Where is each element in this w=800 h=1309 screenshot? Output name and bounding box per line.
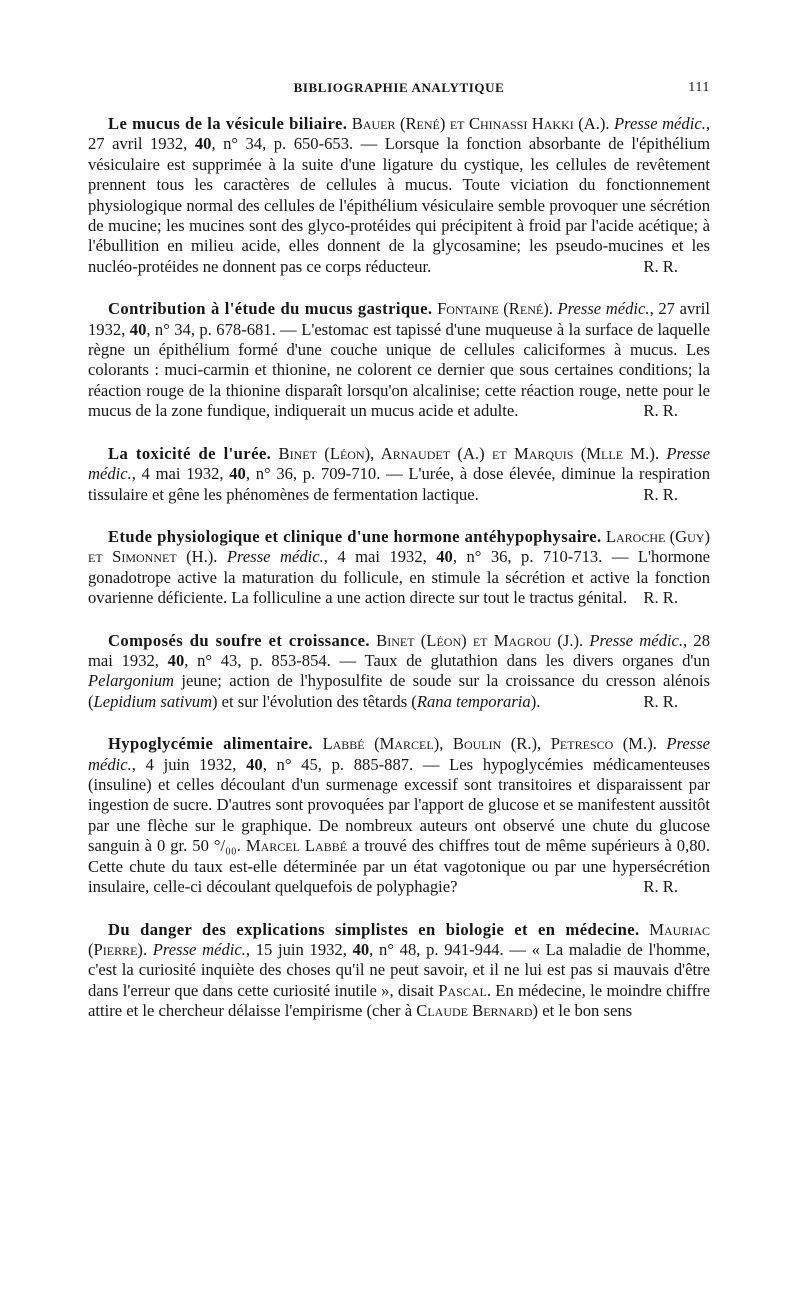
- ref-pages: , n° 36, p. 710-713.: [452, 547, 603, 567]
- article-entry: [88, 631, 710, 713]
- article-authors: Binet (Léon) et Magrou (J.).: [376, 630, 584, 650]
- article-title: Hypoglycémie alimentaire.: [108, 734, 313, 754]
- ref-date: , 4 mai 1932,: [323, 547, 437, 567]
- reviewer-signature: R. R.: [643, 588, 678, 608]
- journal-name: Presse médic.: [557, 299, 650, 319]
- journal-name: Presse médic.: [226, 547, 324, 567]
- article-abstract: — « La maladie de l'homme, c'est la curiosité inquiète des choses qu'il ne peut savoir, et il ne lui est pas si mauvais d'être dans l'erreur que dans cette curiosité inutile », disait: [88, 939, 710, 1000]
- ref-pages: , n° 34, p. 678-681.: [146, 319, 276, 339]
- article-abstract: ).: [530, 691, 541, 711]
- ref-pages: , n° 45, p. 885-887.: [262, 754, 414, 774]
- species-name: Lepidium sativum: [93, 691, 212, 711]
- journal-name: Presse médic.: [614, 114, 706, 133]
- species-name: Rana temporaria: [416, 691, 531, 711]
- article-authors: Bauer (René) et Chinassi Hakki (A.).: [351, 114, 610, 133]
- article-authors: Fontaine (René).: [437, 299, 553, 319]
- article-title: Contribution à l'étude du mucus gastrique.: [108, 299, 433, 319]
- ref-date: , 4 mai 1932,: [131, 464, 230, 484]
- ref-volume: 40: [352, 939, 370, 959]
- ref-volume: 40: [246, 754, 263, 774]
- species-name: Pelargonium: [88, 671, 175, 691]
- article-authors: Labbé (Marcel), Boulin (R.), Petresco (M.).: [322, 734, 657, 754]
- article-authors: Binet (Léon), Arnaudet (A.) et Marquis (Mlle M.).: [278, 443, 659, 463]
- page: [88, 80, 710, 1022]
- article-abstract: — L'urée, à dose élevée, diminue la respiration tissulaire et gêne les phénomènes de fermentation lactique.: [88, 464, 710, 504]
- running-header: [88, 80, 710, 102]
- article-abstract: — Taux de glutathion dans les divers organes d'un: [330, 651, 711, 670]
- journal-name: Presse médic.: [88, 734, 711, 774]
- ref-date: , 4 juin 1932,: [131, 754, 247, 774]
- reviewer-signature: R. R.: [643, 256, 678, 276]
- ref-volume: 40: [167, 651, 185, 670]
- article-entry: [88, 920, 710, 1022]
- ref-date: , 15 juin 1932,: [245, 939, 353, 959]
- ref-volume: 40: [229, 464, 246, 484]
- ref-pages: , n° 48, p. 941-944.: [369, 939, 504, 959]
- article-paragraph: [88, 527, 710, 609]
- ref-volume: 40: [194, 134, 212, 154]
- cited-author: Marcel Labbé: [245, 836, 348, 856]
- article-title: La toxicité de l'urée.: [108, 443, 272, 463]
- reviewer-signature: R. R.: [643, 484, 678, 504]
- ref-date: , 27 avril 1932,: [88, 114, 710, 154]
- article-paragraph: [88, 734, 710, 897]
- article-abstract: — Lorsque la fonction absorbante de l'épithélium vésiculaire est supprimée à la suite d'une ligature du cystique, les cellules de revêtement prennent tous les caractères de cellules à mucus. Toute viciation du fonctionnement physiologique normal des cellules de l'épithélium vésiculaire semble provoquer une sécrétion de mucine; les mucines sont des glyco-protéides qui précipitent à froid par l'acide acétique; à l'ébullition en milieu acide, elles donnent de la glycosamine; les pseudo-mucines et les nucléo-protéides ne donnent pas ce corps réducteur.: [88, 134, 710, 276]
- article-abstract: — Les hypoglycémies médicamenteuses (insuline) et celles découlant d'un surmenage excessif sont transitoires et disparaissent par ingestion de sucre. D'autres sont provoquées par l'apport de glucose et se manifestent aussitôt par une flèche sur le graphique. De nombreux auteurs ont observé une chute du glucose sanguin à 0 gr. 50 °/₀₀.: [88, 754, 710, 856]
- article-abstract: a trouvé des chiffres tout de même supérieurs à 0,80. Cette chute du taux est-elle déterminée par un état vagotonique ou par une hypersécrétion insulaire, celle-ci découlant quelquefois de polyphagie?: [88, 836, 710, 897]
- ref-date: , 28 mai 1932,: [88, 630, 711, 670]
- reviewer-signature: R. R.: [643, 877, 678, 897]
- ref-pages: , n° 34, p. 650-653.: [211, 134, 354, 154]
- article-paragraph: [88, 114, 710, 277]
- journal-name: Presse médic.: [589, 630, 684, 650]
- article-entry: [88, 114, 710, 277]
- article-title: Composés du soufre et croissance.: [108, 630, 370, 650]
- ref-pages: , n° 43, p. 853-854.: [184, 651, 331, 670]
- article-abstract: — L'hormone gonadotrope active la maturation du follicule, en stimule la sécrétion et active la fonction ovarienne déficiente. La folliculine a une action directe sur tout le tractus génital.: [88, 547, 711, 608]
- cited-author: Claude Bernard: [416, 1001, 533, 1021]
- article-abstract: ) et sur l'évolution des têtards (: [212, 691, 417, 711]
- article-paragraph: [88, 920, 710, 1022]
- reviewer-signature: R. R.: [643, 691, 678, 711]
- journal-name: Presse médic.: [88, 443, 710, 484]
- ref-pages: , n° 36, p. 709-710.: [245, 464, 381, 484]
- ref-volume: 40: [129, 319, 147, 339]
- article-abstract: ) et le bon sens: [532, 1001, 633, 1021]
- article-title: Le mucus de la vésicule biliaire.: [108, 114, 348, 133]
- article-entry: [88, 299, 710, 421]
- article-abstract: . En médecine, le moindre chiffre attire et le chercheur délaisse l'empirisme (cher à: [88, 980, 710, 1021]
- article-entry: [88, 444, 710, 505]
- journal-name: Presse médic.: [152, 939, 246, 959]
- ref-date: , 27 avril 1932,: [88, 299, 710, 339]
- article-entry: [88, 734, 710, 897]
- cited-author: Pascal: [438, 980, 487, 1000]
- reviewer-signature: R. R.: [643, 401, 678, 421]
- article-abstract: — L'estomac est tapissé d'une muqueuse à la surface de laquelle règne un épithélium formé d'une couche unique de cellules caliciformes à mucus. Les colorants : muci-carmin et thionine, ne colorent ce dernier que sous certaines conditions; la réaction rouge de la thionine disparaît lorsqu'on alcalinise; cette réaction rouge, nette pour le mucus de la zone fundique, indiquerait un mucus acide et adulte.: [88, 319, 710, 421]
- article-entry: [88, 527, 710, 609]
- ref-volume: 40: [436, 547, 453, 567]
- article-title: Du danger des explications simplistes en biologie et en médecine.: [108, 919, 640, 939]
- article-title: Etude physiologique et clinique d'une hormone antéhypophysaire.: [108, 526, 602, 546]
- article-authors: Mauriac (Pierre).: [88, 919, 710, 959]
- page-number: 111: [688, 80, 710, 95]
- article-authors: Laroche (Guy) et Simonnet (H.).: [88, 526, 710, 567]
- running-title: BIBLIOGRAPHIE ANALYTIQUE: [293, 80, 505, 95]
- article-abstract: jeune; action de l'hyposulfite de soude sur la croissance du cresson alénois (: [88, 671, 710, 711]
